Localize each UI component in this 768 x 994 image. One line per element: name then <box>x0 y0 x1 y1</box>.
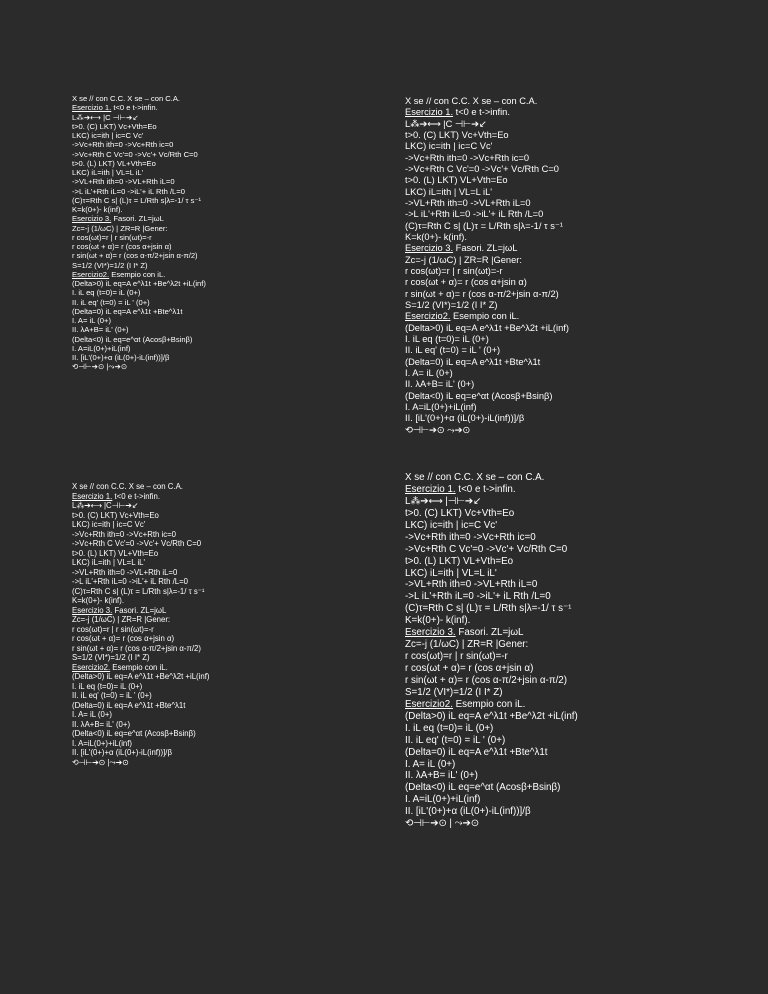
note-line <box>405 627 695 639</box>
note-line: (Delta>0) iL eq=A e^λ1t +Be^λ2t +iL(inf) <box>405 322 569 333</box>
note-line-rest: Esempio con iL. <box>110 662 168 672</box>
note-line: r cos(ωt)=r | r sin(ωt)=-r <box>405 651 508 663</box>
note-line: I. iL eq (t=0)= iL (0+) <box>72 288 141 298</box>
note-line-rest: t<0 e t->infin. <box>455 483 516 495</box>
note-line: S=1/2 (VI*)=1/2 (I I* Z) <box>405 686 503 698</box>
note-line: S=1/2 (VI*)=1/2 (I I* Z) <box>72 653 150 662</box>
note-line: ->VL+Rth ith=0 ->VL+Rth iL=0 <box>72 177 175 187</box>
note-line: ⟲⊣⊢➔⊙ |⤳➔⊙ <box>72 757 129 767</box>
exercise-heading: Esercizio 3. <box>405 243 454 254</box>
note-line: LKC) iL=ith | VL=L iL' <box>72 558 146 567</box>
note-line: t>0. (C) LKT) Vc+Vth=Eo <box>405 507 515 519</box>
note-line: r cos(ωt + α)= r (cos α+jsin α) <box>72 634 175 643</box>
note-line: K=k(0+)- k(inf). <box>405 615 471 627</box>
note-line-rest: Fasori. ZL=jωL <box>455 627 524 639</box>
note-line: LKC) iL=ith | VL=L iL' <box>405 186 493 197</box>
note-line: (C)τ=Rth C s| (L)τ = L/Rth s|λ=-1/ τ s⁻¹ <box>405 220 563 231</box>
note-line: ->VL+Rth ith=0 ->VL+Rth iL=0 <box>72 567 178 577</box>
note-line: ->Vc+Rth ith=0 ->Vc+Rth ic=0 <box>72 529 177 539</box>
note-line: I. A= iL (0+) <box>405 758 456 770</box>
note-block-top-right <box>405 96 665 436</box>
note-line <box>405 107 665 118</box>
note-line: t>0. (L) LKT) VL+Vth=Eo <box>405 175 508 186</box>
note-line: ->L iL'+Rth iL=0 ->iL'+ iL Rth /L=0 <box>405 209 544 220</box>
note-line: I. A=iL(0+)+iL(inf) <box>405 794 481 806</box>
note-block-top-left <box>72 94 302 372</box>
note-line: t>0. (C) LKT) Vc+Vth=Eo <box>72 510 159 520</box>
note-line: ->Vc+Rth C Vc'=0 ->Vc'+ Vc/Rth C=0 <box>72 539 202 548</box>
note-line-rest: t<0 e t->infin. <box>112 491 160 501</box>
note-line: (C)τ=Rth C s| (L)τ = L/Rth s|λ=-1/ τ s⁻¹ <box>72 195 201 205</box>
note-line: (C)τ=Rth C s| (L)τ = L/Rth s|λ=-1/ τ s⁻¹ <box>405 603 572 615</box>
note-line: Zc=-j (1/ωC) | ZR=R |Gener: <box>405 639 529 651</box>
exercise-heading: Esercizio2. <box>72 269 110 279</box>
note-line <box>405 311 665 322</box>
note-line: ->VL+Rth ith=0 ->VL+Rth iL=0 <box>405 579 538 591</box>
note-line: r cos(ωt + α)= r (cos α+jsin α) <box>405 663 534 674</box>
note-line: (Delta<0) iL eq=e^αt (Acosβ+Bsinβ) <box>72 729 196 738</box>
exercise-heading: Esercizio 1. <box>72 491 113 501</box>
note-line: II. iL eq' (t=0) = iL ' (0+) <box>405 345 501 356</box>
note-line: S=1/2 (VI*)=1/2 (I I* Z) <box>72 260 148 270</box>
note-line: ->Vc+Rth C Vc'=0 ->Vc'+ Vc/Rth C=0 <box>405 543 568 555</box>
exercise-heading: Esercizio 3. <box>72 605 113 615</box>
note-line: (Delta=0) iL eq=A e^λ1t +Bte^λ1t <box>405 356 541 367</box>
note-line: I. A= iL (0+) <box>72 710 113 719</box>
note-line: LKC) ic=ith | ic=C Vc' <box>72 520 146 529</box>
note-line: I. iL eq (t=0)= iL (0+) <box>72 681 143 691</box>
note-line <box>72 103 302 112</box>
note-line: (Delta=0) iL eq=A e^λ1t +Bte^λ1t <box>72 306 183 316</box>
note-line: r cos(ωt)=r | r sin(ωt)=-r <box>405 265 503 276</box>
note-line: I. A=iL(0+)+iL(inf) <box>72 343 131 353</box>
note-line: (Delta<0) iL eq=e^αt (Acosβ+Bsinβ) <box>72 334 193 344</box>
note-line-rest: Fasori. ZL=jωL <box>111 214 164 224</box>
note-line: II. [iL'(0+)+α (iL(0+)-iL(inf))]/β <box>405 413 525 424</box>
note-line: II. [iL'(0+)+α (iL(0+)-iL(inf))]/β <box>405 806 531 818</box>
note-line: ->Vc+Rth C Vc'=0 ->Vc'+ Vc/Rth C=0 <box>72 149 198 159</box>
note-line: K=k(0+)- k(inf). <box>72 205 123 214</box>
note-line: LKC) ic=ith | ic=C Vc' <box>405 141 493 152</box>
note-line-rest: Esempio con iL. <box>452 698 526 710</box>
note-line: L⁂➔⟷ |C⊣⊢➔↙ <box>72 501 139 510</box>
note-line: (Delta<0) iL eq=e^αt (Acosβ+Bsinβ) <box>405 390 553 401</box>
note-line: ⟲⊣⊢➔⊙ |⤳➔⊙ <box>72 362 128 372</box>
note-line: ->Vc+Rth ith=0 ->Vc+Rth ic=0 <box>405 531 536 543</box>
note-line: II. iL eq' (t=0) = iL ' (0+) <box>72 691 152 700</box>
note-line: (Delta>0) iL eq=A e^λ1t +Be^λ2t +iL(inf) <box>72 279 206 288</box>
note-line: (C)τ=Rth C s| (L)τ = L/Rth s|λ=-1/ τ s⁻¹ <box>72 586 205 596</box>
note-line: r sin(ωt + α)= r (cos α-π/2+jsin α-π/2) <box>405 288 559 299</box>
note-line <box>72 606 312 616</box>
note-line: II. iL eq' (t=0) = iL ' (0+) <box>72 297 150 307</box>
exercise-heading: Esercizio2. <box>405 311 451 322</box>
note-line: LKC) ic=ith | ic=C Vc' <box>405 519 498 531</box>
note-line <box>72 214 302 223</box>
note-line: X se // con C.C. X se – con C.A. <box>405 472 545 483</box>
note-line <box>72 492 312 502</box>
note-line: ->L iL'+Rth iL=0 ->iL'+ iL Rth /L=0 <box>72 186 185 196</box>
note-line: LKC) iL=ith | VL=L iL' <box>405 567 497 579</box>
note-line: t>0. (L) LKT) VL+Vth=Eo <box>72 548 159 558</box>
note-block-bottom-right <box>405 472 695 830</box>
note-line: ->Vc+Rth ith=0 ->Vc+Rth ic=0 <box>72 140 174 150</box>
note-line: S=1/2 (VI*)=1/2 (I I* Z) <box>405 299 498 310</box>
exercise-heading: Esercizio2. <box>405 698 453 710</box>
note-line: II. λA+B= iL' (0+) <box>72 325 129 335</box>
exercise-heading: Esercizio 1. <box>405 483 456 495</box>
note-line: r cos(ωt + α)= r (cos α+jsin α) <box>72 242 172 251</box>
note-line: ->Vc+Rth C Vc'=0 ->Vc'+ Vc/Rth C=0 <box>405 163 559 174</box>
note-line <box>405 243 665 254</box>
note-line: II. [iL'(0+)+α (iL(0+)-iL(inf))]/β <box>72 748 172 757</box>
note-line-rest: t<0 e t->infin. <box>453 107 510 118</box>
note-line: I. A=iL(0+)+iL(inf) <box>405 401 477 412</box>
note-line: t>0. (L) LKT) VL+Vth=Eo <box>405 555 514 567</box>
exercise-heading: Esercizio 3. <box>405 627 456 639</box>
note-line: L⁂➔⟷ |C ⊣⊢➔↙ <box>72 112 139 122</box>
note-line: I. A=iL(0+)+iL(inf) <box>72 738 133 748</box>
note-line: II. [iL'(0+)+α (iL(0+)-iL(inf))]/β <box>72 353 170 362</box>
note-line: (Delta<0) iL eq=e^αt (Acosβ+Bsinβ) <box>405 782 561 794</box>
note-line: K=k(0+)- k(inf). <box>72 596 124 605</box>
note-line: X se // con C.C. X se – con C.A. <box>405 96 538 106</box>
note-line: X se // con C.C. X se – con C.A. <box>72 482 183 491</box>
note-line: I. iL eq (t=0)= iL (0+) <box>405 333 489 344</box>
note-line: ->L iL'+Rth iL=0 ->iL'+ iL Rth /L=0 <box>72 577 188 586</box>
note-line: (Delta=0) iL eq=A e^λ1t +Bte^λ1t <box>72 700 186 710</box>
exercise-heading: Esercizio2. <box>72 662 111 672</box>
note-line: II. λA+B= iL' (0+) <box>72 719 131 729</box>
note-line: X se // con C.C. X se – con C.A. <box>72 94 181 103</box>
note-line: I. A= iL (0+) <box>72 316 111 325</box>
note-line: r cos(ωt)=r | r sin(ωt)=-r <box>72 624 154 634</box>
note-line-rest: Fasori. ZL=jωL <box>112 605 167 615</box>
exercise-heading: Esercizio 3. <box>72 214 112 224</box>
note-line: r cos(ωt + α)= r (cos α+jsin α) <box>405 277 527 288</box>
note-line: I. A= iL (0+) <box>405 367 453 378</box>
note-line: t>0. (L) LKT) VL+Vth=Eo <box>72 158 156 168</box>
note-line: (Delta>0) iL eq=A e^λ1t +Be^λ2t +iL(inf) <box>405 710 578 722</box>
note-line: (Delta>0) iL eq=A e^λ1t +Be^λ2t +iL(inf) <box>72 672 210 681</box>
note-line: Zc=-j (1/ωC) | ZR=R |Gener: <box>405 254 522 265</box>
note-line: Zc=-j (1/ωC) | ZR=R |Gener: <box>72 223 168 233</box>
note-line: LKC) iL=ith | VL=L iL' <box>72 168 144 177</box>
note-line: r sin(ωt + α)= r (cos α-π/2+jsin α-π/2) <box>72 643 201 653</box>
note-line: II. λA+B= iL' (0+) <box>405 770 478 782</box>
note-line <box>72 270 302 279</box>
note-line: ->VL+Rth ith=0 ->VL+Rth iL=0 <box>405 197 531 208</box>
note-line-rest: t<0 e t->infin. <box>111 103 158 113</box>
note-line: t>0. (C) LKT) Vc+Vth=Eo <box>72 121 157 131</box>
exercise-heading: Esercizio 1. <box>405 107 454 118</box>
note-line: r sin(ωt + α)= r (cos α-π/2+jsin α-π/2) <box>72 251 198 261</box>
note-block-bottom-left <box>72 482 312 767</box>
note-line: ⟲⊣⊢➔⊙ | ⤳➔⊙ <box>405 818 479 830</box>
note-line: ⟲⊣⊢➔⊙ ⤳➔⊙ <box>405 424 471 435</box>
note-line: r sin(ωt + α)= r (cos α-π/2+jsin α-π/2) <box>405 674 568 686</box>
note-line <box>405 484 695 496</box>
note-line: (Delta=0) iL eq=A e^λ1t +Bte^λ1t <box>405 746 548 758</box>
note-line-rest: Esempio con iL. <box>109 269 166 279</box>
note-line: LKC) ic=ith | ic=C Vc' <box>72 131 144 140</box>
exercise-heading: Esercizio 1. <box>72 103 112 113</box>
note-line <box>405 699 695 711</box>
note-line: Zc=-j (1/ωC) | ZR=R |Gener: <box>72 615 171 624</box>
note-line <box>72 663 312 673</box>
note-line: r cos(ωt)=r | r sin(ωt)=-r <box>72 232 152 242</box>
note-line: L⁂➔⟷ |⊣⊢➔↙ <box>405 495 482 507</box>
note-line: II. iL eq' (t=0) = iL ' (0+) <box>405 734 506 746</box>
note-line: t>0. (C) LKT) Vc+Vth=Eo <box>405 129 509 140</box>
note-line: II. λA+B= iL' (0+) <box>405 379 475 390</box>
note-line-rest: Esempio con iL. <box>450 311 520 322</box>
note-line: K=k(0+)- k(inf). <box>405 231 467 242</box>
note-line: L⁂➔⟷ |C ⊣⊢➔↙ <box>405 118 487 129</box>
note-line: ->Vc+Rth ith=0 ->Vc+Rth ic=0 <box>405 152 530 163</box>
note-line: ->L iL'+Rth iL=0 ->iL'+ iL Rth /L=0 <box>405 591 551 603</box>
note-line: I. iL eq (t=0)= iL (0+) <box>405 722 494 734</box>
note-line-rest: Fasori. ZL=jωL <box>453 243 518 254</box>
